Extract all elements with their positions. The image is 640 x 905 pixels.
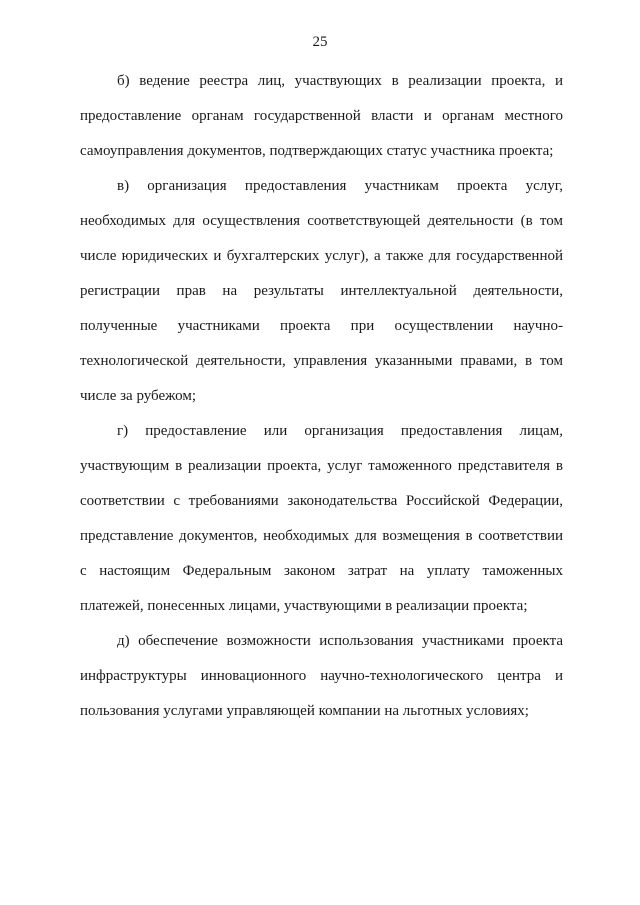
paragraph-v-line-2: необходимых для осуществления соответствующей деятельности (в том <box>80 213 563 229</box>
paragraph-b-line-3: самоуправления документов, подтверждающих статус участника проекта; <box>80 143 554 159</box>
paragraph-g-line-1: г) предоставление или организация предоставления лицам, <box>117 423 563 439</box>
paragraph-b-line-2: предоставление органам государственной власти и органам местного <box>80 108 563 124</box>
page-number: 25 <box>312 34 328 50</box>
paragraph-d-line-1: д) обеспечение возможности использования участниками проекта <box>117 633 563 649</box>
paragraph-d-line-3: пользования услугами управляющей компании на льготных условиях; <box>80 703 529 719</box>
paragraph-v-line-6: технологической деятельности, управления указанными правами, в том <box>80 353 563 369</box>
paragraph-v-line-4: регистрации прав на результаты интеллектуальной деятельности, <box>80 283 563 299</box>
paragraph-v-line-3: числе юридических и бухгалтерских услуг), а также для государственной <box>80 248 563 264</box>
paragraph-d-line-2: инфраструктуры инновационного научно-технологического центра и <box>80 668 563 684</box>
paragraph-b-line-1: б) ведение реестра лиц, участвующих в реализации проекта, и <box>117 73 563 89</box>
paragraph-g-line-4: представление документов, необходимых для возмещения в соответствии <box>80 528 563 544</box>
paragraph-v-line-1: в) организация предоставления участникам проекта услуг, <box>117 178 563 194</box>
paragraph-v-line-5: полученные участниками проекта при осуществлении научно- <box>80 318 563 334</box>
paragraph-v-line-7: числе за рубежом; <box>80 388 197 404</box>
paragraph-g-line-2: участвующим в реализации проекта, услуг таможенного представителя в <box>80 458 563 474</box>
paragraph-g-line-6: платежей, понесенных лицами, участвующими в реализации проекта; <box>80 598 528 614</box>
paragraph-g-line-5: с настоящим Федеральным законом затрат на уплату таможенных <box>80 563 563 579</box>
paragraph-g-line-3: соответствии с требованиями законодательства Российской Федерации, <box>80 493 563 509</box>
